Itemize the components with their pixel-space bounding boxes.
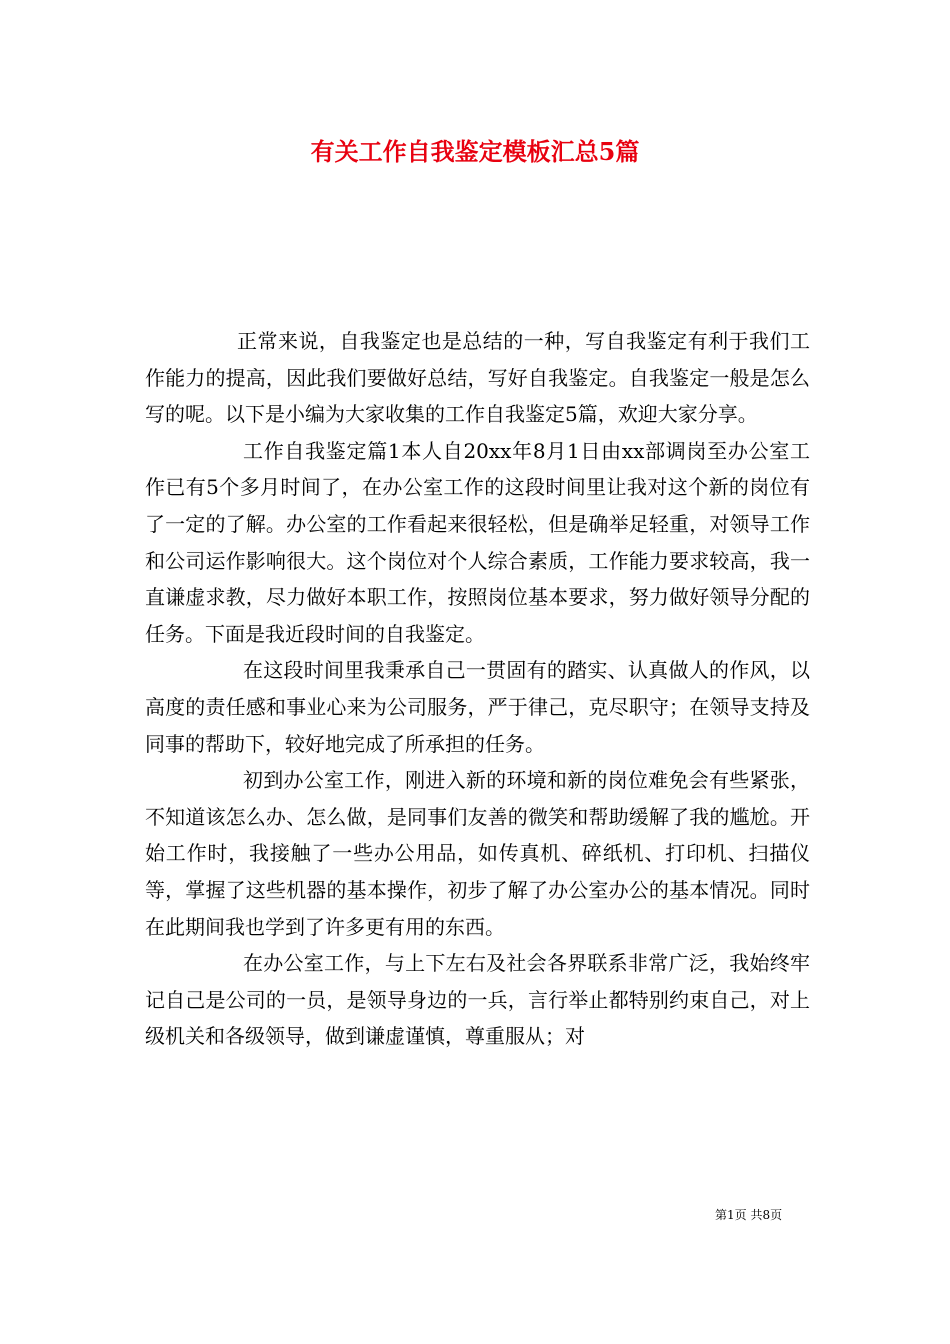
- paragraph-1: 工作自我鉴定篇1本人自20xx年8月1日由xx部调岗至办公室工作已有5个多月时间了，在办公室工作的这段时间里让我对这个新的岗位有了一定的了解。办公室的工作看起来很轻松，但是确举足轻重，对领导工作和公司运作影响很大。这个岗位对个人综合素质，工作能力要求较高，我一直谦虚求教，尽力做好本职工作，按照岗位基本要求，努力做好领导分配的任务。下面是我近段时间的自我鉴定。: [145, 438, 810, 646]
- document-body: [145, 323, 810, 1055]
- paragraph-intro: 正常来说，自我鉴定也是总结的一种，写自我鉴定有利于我们工作能力的提高，因此我们要做好总结，写好自我鉴定。自我鉴定一般是怎么写的呢。以下是小编为大家收集的工作自我鉴定5篇，欢迎大家分享。: [145, 329, 810, 427]
- paragraph-3: 初到办公室工作，刚进入新的环境和新的岗位难免会有些紧张，不知道该怎么办、怎么做，是同事们友善的微笑和帮助缓解了我的尴尬。开始工作时，我接触了一些办公用品，如传真机、碎纸机、打印机、扫描仪等，掌握了这些机器的基本操作，初步了解了办公室办公的基本情况。同时在此期间我也学到了许多更有用的东西。: [145, 768, 810, 939]
- document-title: 有关工作自我鉴定模板汇总5篇: [310, 137, 640, 166]
- paragraph-2: 在这段时间里我秉承自己一贯固有的踏实、认真做人的作风，以高度的责任感和事业心来为公司服务，严于律己，克尽职守；在领导支持及同事的帮助下，较好地完成了所承担的任务。: [145, 658, 810, 756]
- paragraph-4: 在办公室工作，与上下左右及社会各界联系非常广泛，我始终牢记自己是公司的一员，是领导身边的一兵，言行举止都特别约束自己，对上级机关和各级领导，做到谦虚谨慎，尊重服从；对: [145, 951, 810, 1049]
- page-number: 第1页 共8页: [715, 1208, 783, 1222]
